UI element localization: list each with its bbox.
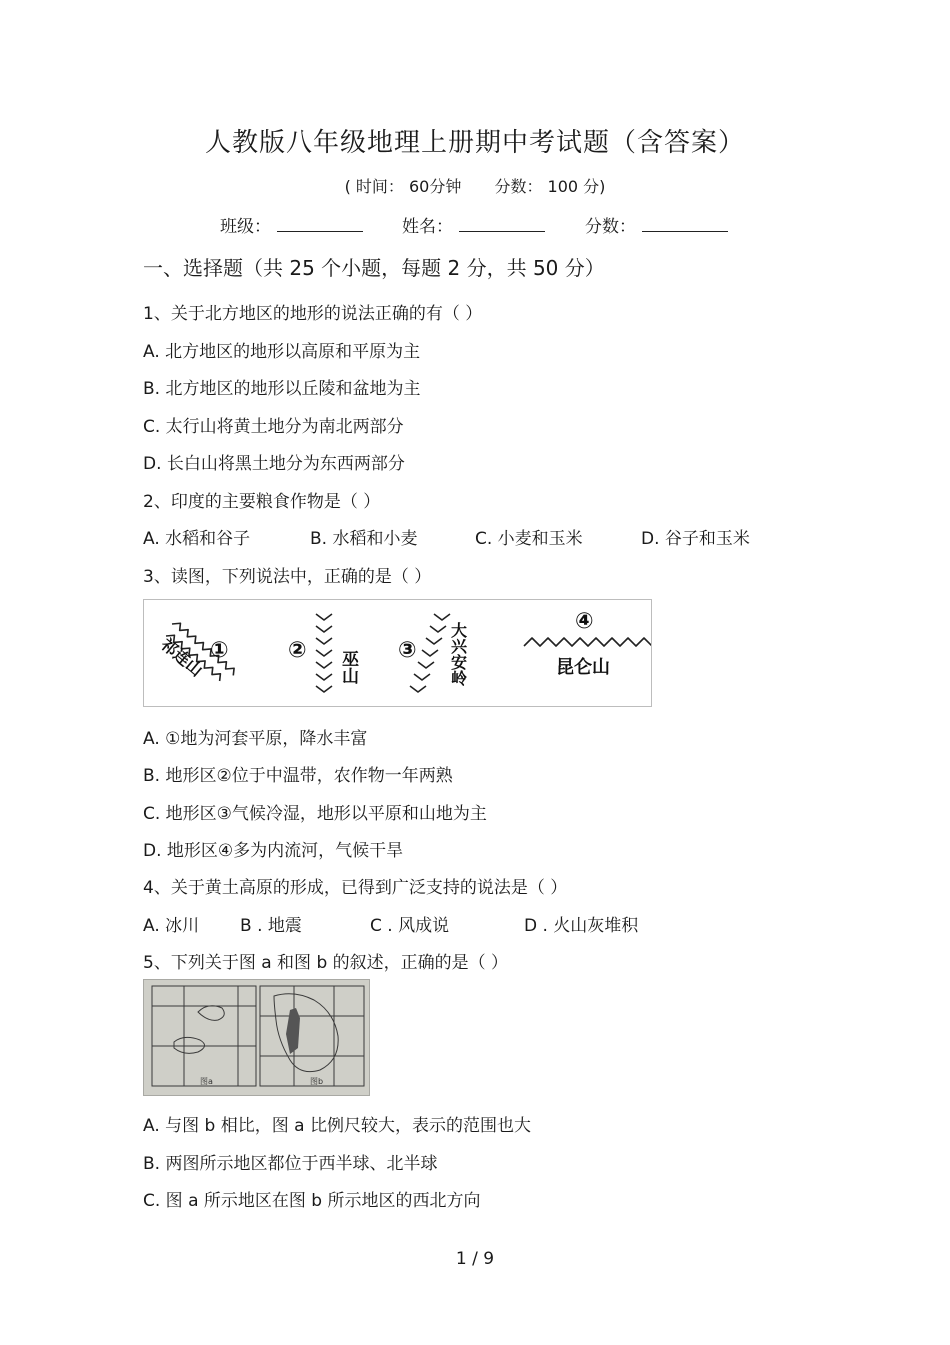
m4-name: 昆仑山 — [556, 657, 610, 678]
m3-name: 大兴安岭 — [448, 622, 468, 686]
question-3-option-b: B. 地形区②位于中温带，农作物一年两熟 — [143, 766, 453, 786]
question-4-stem: 4、关于黄土高原的形成，已得到广泛支持的说法是（ ） — [143, 878, 568, 898]
score-blank — [642, 217, 728, 232]
question-4-option-b: B . 地震 — [240, 916, 302, 936]
exam-meta — [0, 174, 950, 197]
question-2-option-a: A. 水稻和谷子 — [143, 529, 251, 549]
maps-drawing — [144, 980, 369, 1095]
question-5-option-c: C. 图 a 所示地区在图 b 所示地区的西北方向 — [143, 1191, 481, 1211]
mountain-range-2 — [316, 614, 332, 692]
question-1-option-a: A. 北方地区的地形以高原和平原为主 — [143, 342, 421, 362]
page-title: 人教版八年级地理上册期中考试题（含答案） — [204, 128, 745, 158]
question-2-stem: 2、印度的主要粮食作物是（ ） — [143, 492, 381, 512]
m1-name: 祁连山 — [157, 634, 207, 681]
question-5-option-b: B. 两图所示地区都位于西半球、北半球 — [143, 1154, 438, 1174]
m4-number: ④ — [575, 609, 594, 634]
time-limit: ( 时间： 60分钟 — [344, 177, 462, 196]
question-1-stem: 1、关于北方地区的地形的说法正确的有（ ） — [143, 304, 483, 324]
score-field — [585, 212, 728, 237]
maps-photo — [143, 979, 370, 1096]
question-3-option-c: C. 地形区③气候冷湿，地形以平原和山地为主 — [143, 804, 487, 824]
mountains-drawing — [144, 600, 651, 706]
name-blank — [459, 217, 545, 232]
mountain-range-4 — [524, 638, 651, 646]
m2-name: 巫山 — [338, 650, 358, 684]
question-2-option-c: C. 小麦和玉米 — [475, 529, 583, 549]
name-label: 姓名： — [402, 217, 453, 237]
class-label: 班级： — [220, 217, 271, 237]
question-3-option-d: D. 地形区④多为内流河，气候干旱 — [143, 841, 404, 861]
question-1-option-b: B. 北方地区的地形以丘陵和盆地为主 — [143, 379, 421, 399]
m2-number: ② — [288, 638, 307, 663]
score-label: 分数： — [585, 217, 636, 237]
map-a-label: 图a — [200, 1077, 213, 1086]
total-score: 分数： 100 分) — [494, 177, 606, 196]
question-5-stem: 5、下列关于图 a 和图 b 的叙述，正确的是（ ） — [143, 953, 509, 973]
question-2-option-d: D. 谷子和玉米 — [641, 529, 750, 549]
question-2-option-b: B. 水稻和小麦 — [310, 529, 418, 549]
question-3-option-a: A. ①地为河套平原，降水丰富 — [143, 729, 368, 749]
class-field — [220, 212, 363, 237]
class-blank — [277, 217, 363, 232]
map-b-label: 图b — [310, 1077, 324, 1086]
question-1-option-c: C. 太行山将黄土地分为南北两部分 — [143, 417, 404, 437]
question-4-option-c: C . 风成说 — [370, 916, 450, 936]
question-5-option-a: A. 与图 b 相比，图 a 比例尺较大，表示的范围也大 — [143, 1116, 531, 1136]
mountains-figure — [143, 599, 652, 707]
m1-number: ① — [210, 638, 229, 663]
question-4-option-a: A. 冰川 — [143, 916, 200, 936]
page-number: 1 / 9 — [455, 1249, 495, 1269]
question-3-stem: 3、读图，下列说法中，正确的是（ ） — [143, 567, 432, 587]
question-4-option-d: D . 火山灰堆积 — [524, 916, 639, 936]
question-1-option-d: D. 长白山将黑土地分为东西两部分 — [143, 454, 405, 474]
name-field — [402, 212, 545, 237]
m3-number: ③ — [398, 638, 417, 663]
section-heading: 一、选择题（共 25 个小题，每题 2 分，共 50 分） — [143, 256, 605, 280]
